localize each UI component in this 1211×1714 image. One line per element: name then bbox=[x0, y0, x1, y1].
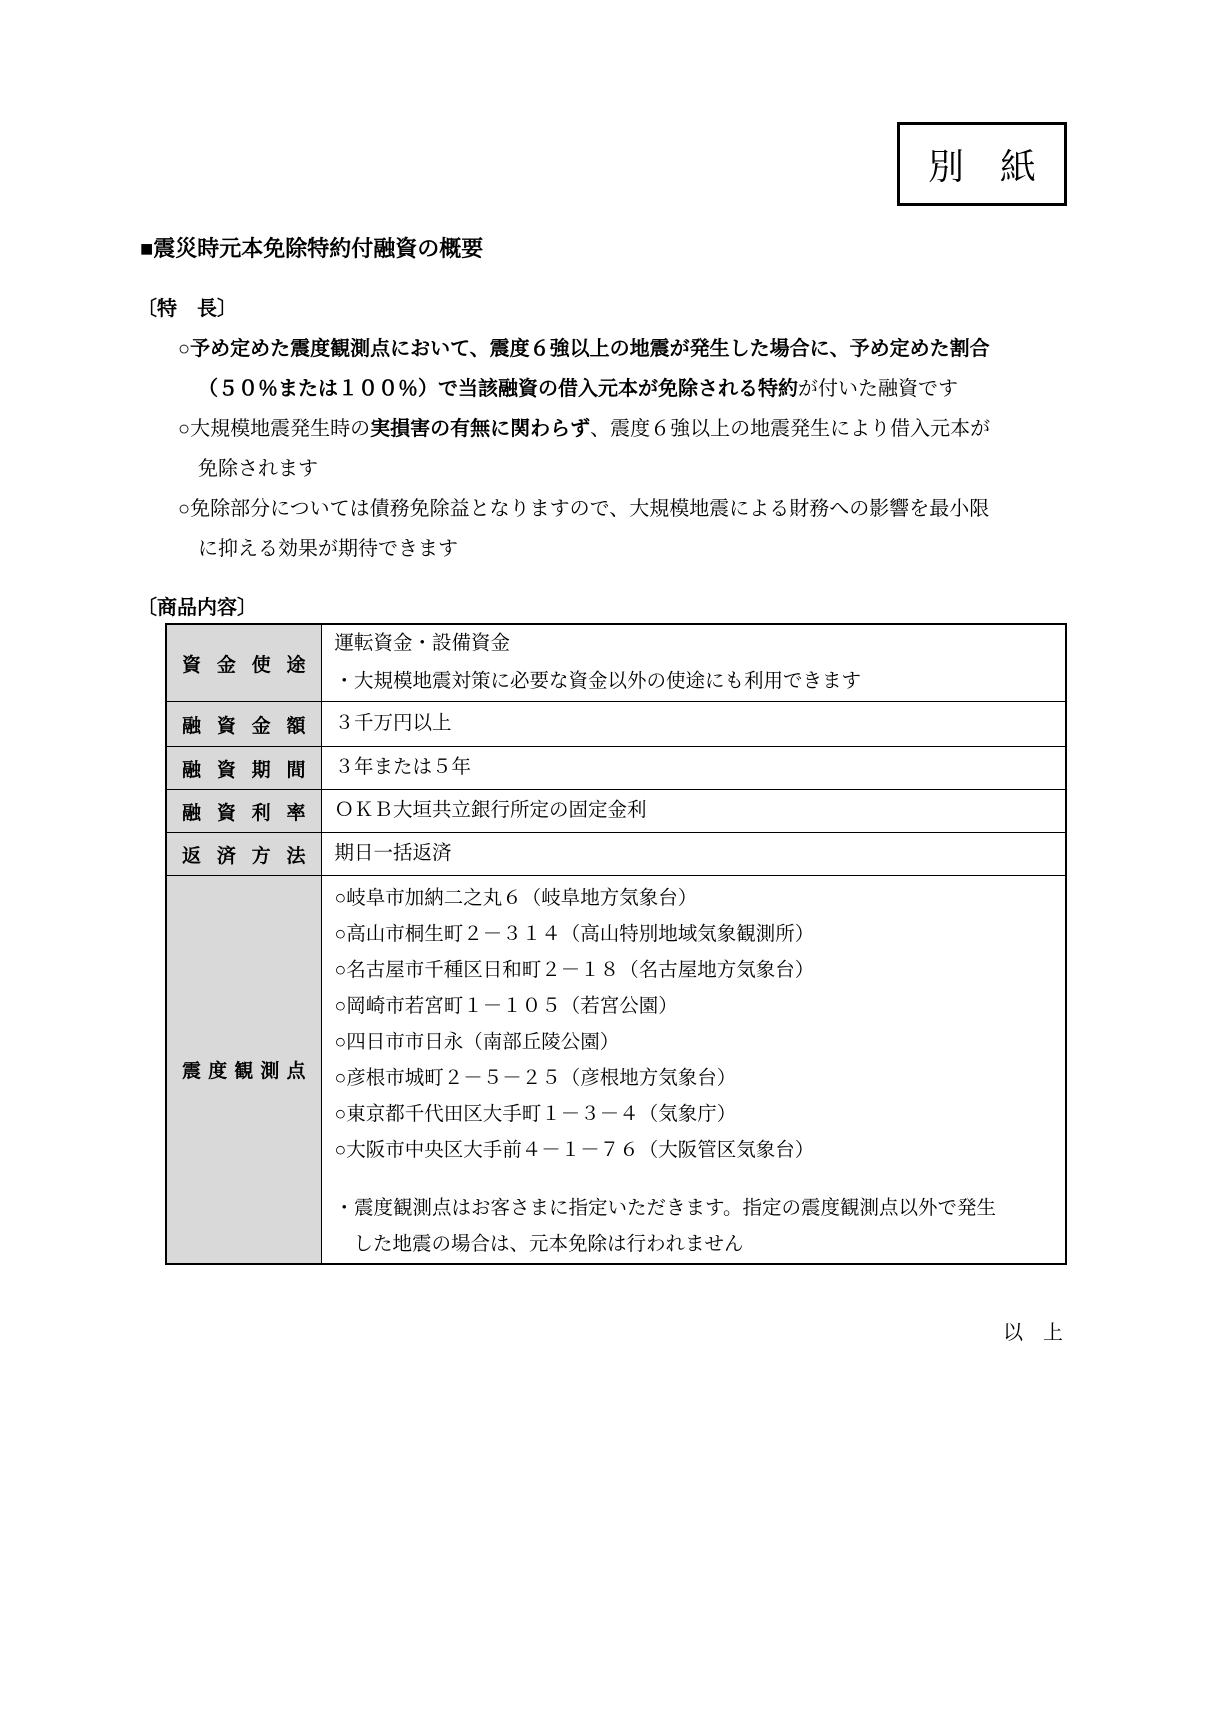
value-line: 期日一括返済 bbox=[334, 843, 452, 864]
row-label: 返 済 方 法 bbox=[166, 833, 321, 876]
table-row-repayment-method bbox=[166, 833, 1066, 876]
row-value bbox=[321, 833, 1066, 876]
observation-point: ○東京都千代田区大手町１－３－４（気象庁） bbox=[334, 1104, 737, 1125]
feature-line bbox=[137, 369, 1137, 409]
product-heading: 〔商品内容〕 bbox=[137, 597, 257, 619]
feature-text: ○免除部分については債務免除益となりますので、大規模地震による財務への影響を最小限 bbox=[178, 498, 990, 520]
table-row-loan-rate bbox=[166, 790, 1066, 833]
table-row-seismic-observation-points bbox=[166, 876, 1066, 1265]
table-row-loan-amount bbox=[166, 702, 1066, 747]
feature-text-bold: 実損害の有無に関わらず bbox=[370, 418, 591, 440]
attachment-label: 別 紙 bbox=[927, 146, 1036, 187]
observation-point: ○岡崎市若宮町１－１０５（若宮公園） bbox=[334, 996, 678, 1017]
closing-label: 以 上 bbox=[1003, 1322, 1063, 1344]
page-title: ■震災時元本免除特約付融資の概要 bbox=[140, 236, 484, 261]
observation-point: ○名古屋市千種区日和町２－１８（名古屋地方気象台） bbox=[334, 960, 815, 981]
table-row-loan-term bbox=[166, 747, 1066, 790]
observation-point: ○岐阜市加納二之丸６（岐阜地方気象台） bbox=[334, 888, 698, 909]
row-value bbox=[321, 876, 1066, 1265]
row-value bbox=[321, 790, 1066, 833]
feature-line bbox=[137, 529, 1137, 569]
value-line: ３千万円以上 bbox=[334, 713, 452, 734]
row-label: 資 金 使 途 bbox=[166, 624, 321, 702]
observation-point: ○大阪市中央区大手前４－１－７６（大阪管区気象台） bbox=[334, 1140, 815, 1161]
value-line: ・大規模地震対策に必要な資金以外の使途にも利用できます bbox=[334, 671, 862, 692]
feature-line bbox=[137, 409, 1137, 449]
row-label: 融 資 金 額 bbox=[166, 702, 321, 747]
features-heading: 〔特 長〕 bbox=[137, 298, 237, 320]
observation-point: ○高山市桐生町２－３１４（高山特別地域気象観測所） bbox=[334, 924, 815, 945]
row-value bbox=[321, 702, 1066, 747]
feature-text: に抑える効果が期待できます bbox=[198, 538, 458, 560]
row-label: 融 資 利 率 bbox=[166, 790, 321, 833]
note-line: ・震度観測点はお客さまに指定いただきます。指定の震度観測点以外で発生 bbox=[334, 1198, 996, 1219]
features-section bbox=[137, 289, 1137, 569]
feature-line bbox=[137, 329, 1137, 369]
row-value bbox=[321, 624, 1066, 702]
feature-text-bold: （５０％または１００％）で当該融資の借入元本が免除される特約 bbox=[198, 378, 798, 400]
feature-line bbox=[137, 449, 1137, 489]
note-line: した地震の場合は、元本免除は行われません bbox=[353, 1234, 744, 1255]
feature-text: が付いた融資です bbox=[798, 378, 958, 400]
value-line: ３年または５年 bbox=[334, 757, 472, 778]
feature-text-bold: ○予め定めた震度観測点において、震度６強以上の地震が発生した場合に、予め定めた割合 bbox=[178, 338, 990, 360]
row-label: 融 資 期 間 bbox=[166, 747, 321, 790]
feature-line bbox=[137, 489, 1137, 529]
feature-text: 免除されます bbox=[198, 458, 318, 480]
value-line: 運転資金・設備資金 bbox=[334, 633, 511, 654]
table-row-fund-usage bbox=[166, 624, 1066, 702]
row-value bbox=[321, 747, 1066, 790]
product-table bbox=[165, 623, 1067, 1265]
feature-text: ○大規模地震発生時の bbox=[178, 418, 371, 440]
row-label: 震 度 観 測 点 bbox=[166, 876, 321, 1265]
feature-text: 、震度６強以上の地震発生により借入元本が bbox=[590, 418, 991, 440]
attachment-label-box bbox=[897, 122, 1067, 206]
value-line: ＯＫＢ大垣共立銀行所定の固定金利 bbox=[334, 800, 647, 821]
spacer bbox=[335, 1169, 1062, 1191]
observation-point: ○四日市市日永（南部丘陵公園） bbox=[334, 1032, 620, 1053]
observation-point: ○彦根市城町２－５－２５（彦根地方気象台） bbox=[334, 1068, 737, 1089]
